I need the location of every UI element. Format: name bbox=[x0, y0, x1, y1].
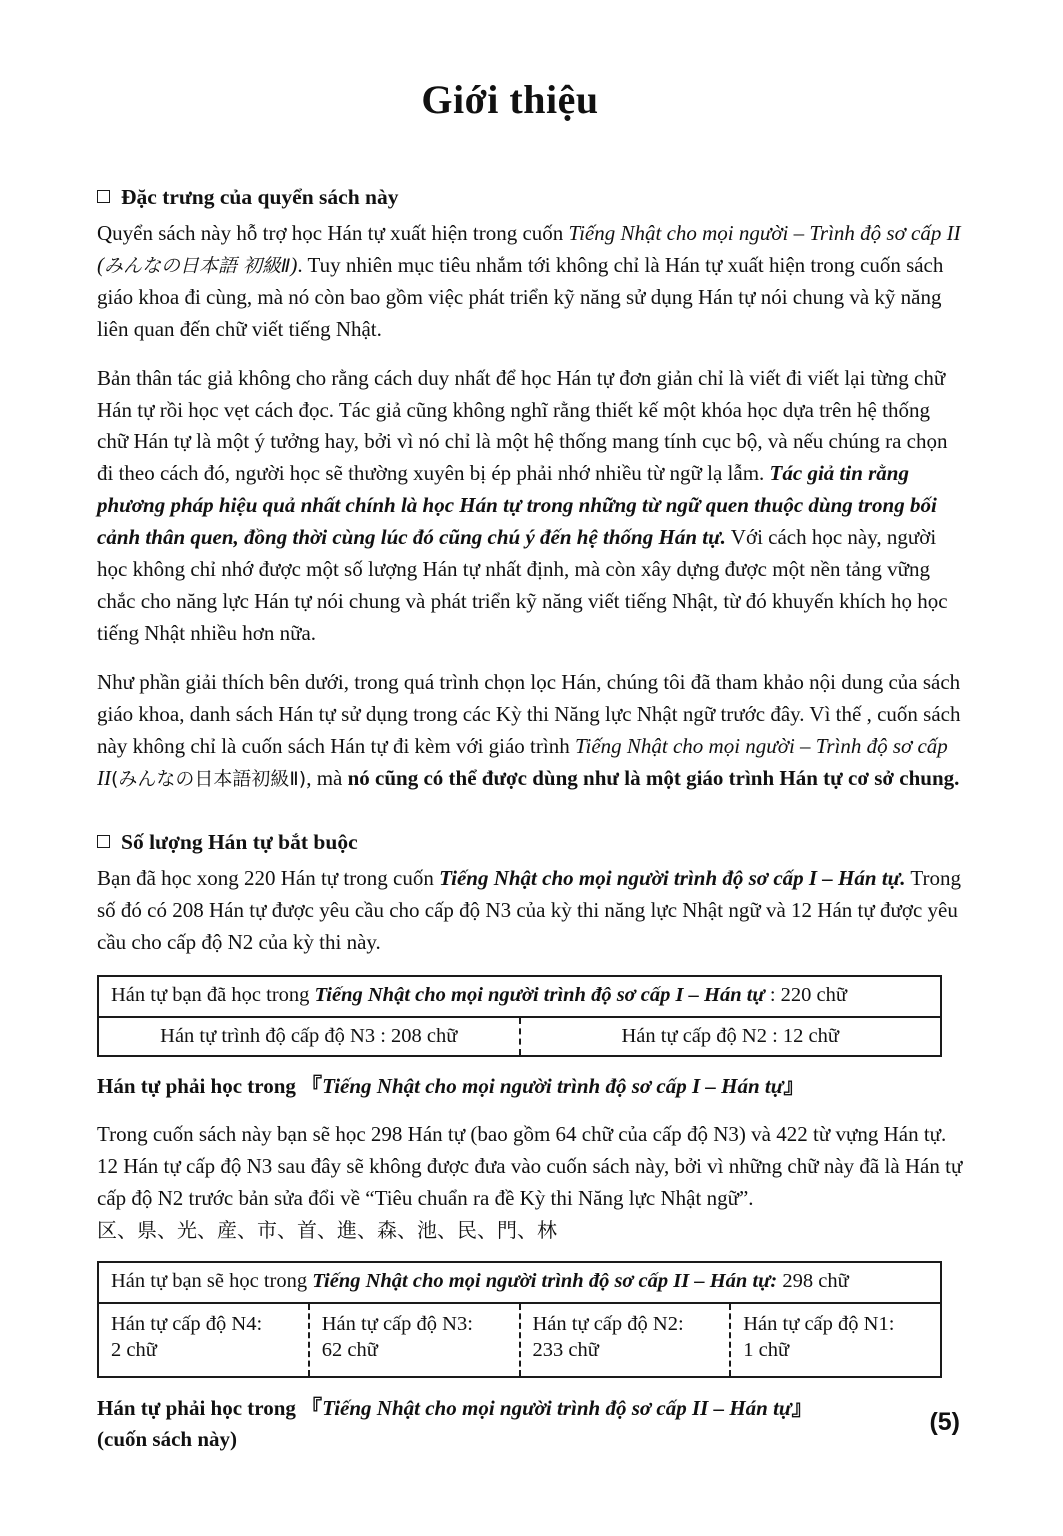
text-run: Hán tự bạn sẽ học trong bbox=[111, 1270, 313, 1293]
kanji-exclusion-list: 区、県、光、産、市、首、進、森、池、民、門、林 bbox=[97, 1218, 557, 1243]
text-run: Hán tự phải học trong 『 bbox=[97, 1073, 323, 1098]
text-run-bold: nó cũng có thể được dùng như là một giáo trình Hán tự cơ sở chung. bbox=[347, 765, 960, 790]
table-cell-label: Hán tự cấp độ N2: bbox=[532, 1312, 684, 1335]
section-heading-required-count bbox=[97, 830, 963, 855]
table-row bbox=[99, 1304, 940, 1376]
table-cell-label: Hán tự cấp độ N1: bbox=[743, 1312, 895, 1335]
table-row bbox=[99, 1018, 940, 1055]
text-run: Quyển sách này hỗ trợ học Hán tự xuất hiện trong cuốn bbox=[97, 221, 569, 245]
text-run: Với cách học này, người học không chỉ nhớ được một số lượng Hán tự nhất định, mà còn xây dựng được một nền tảng vững chắc cho năng lực Hán tự nói chung và phát triển kỹ năng viết tiếng Nhật, từ đó khuyến khích họ học tiếng Nhật nhiều hơn nữa. bbox=[97, 525, 948, 645]
paragraph-count-1 bbox=[97, 863, 963, 959]
table-caption-1 bbox=[97, 1071, 963, 1103]
text-run: 』 bbox=[783, 1073, 805, 1098]
table-cell-n1 bbox=[729, 1304, 940, 1376]
paragraph-intro-1 bbox=[97, 218, 963, 346]
section-heading-label: Đặc trưng của quyển sách này bbox=[121, 185, 399, 209]
table-kanji-book-1 bbox=[97, 975, 942, 1057]
table-cell-n3: Hán tự trình độ cấp độ N3 : 208 chữ bbox=[160, 1024, 458, 1047]
page-number: (5) bbox=[929, 1408, 960, 1436]
table-cell-n3 bbox=[308, 1304, 519, 1376]
table-caption-2 bbox=[97, 1393, 963, 1456]
table-header-row bbox=[99, 1263, 940, 1304]
text-run-italic: ) bbox=[290, 252, 298, 277]
text-run-bold-italic: Tiếng Nhật cho mọi người trình độ sơ cấp II – Hán tự bbox=[322, 1395, 792, 1420]
section-heading-features bbox=[97, 185, 963, 210]
text-run: , mà bbox=[306, 765, 348, 790]
paragraph-count-2: Trong cuốn sách này bạn sẽ học 298 Hán tự (bao gồm 64 chữ của cấp độ N3) và 422 từ vựng Hán tự. 12 Hán tự cấp độ N3 sau đây sẽ không được đưa vào cuốn sách này, bởi vì những chữ này đã là Hán tự cấp độ N2 trước bản sửa đổi về “Tiêu chuẩn ra đề Kỳ thi Năng lực Nhật ngữ”. bbox=[97, 1122, 963, 1211]
table-cell-value: 233 chữ bbox=[532, 1339, 599, 1362]
text-run-bold-italic: Tiếng Nhật cho mọi người trình độ sơ cấp I – Hán tự bbox=[322, 1073, 784, 1098]
table-cell-n2: Hán tự cấp độ N2 : 12 chữ bbox=[519, 1018, 941, 1055]
text-run: 』 bbox=[791, 1395, 813, 1420]
text-run-japanese: (みんなの日本語初級Ⅱ) bbox=[111, 767, 307, 790]
text-run: 298 chữ bbox=[777, 1270, 849, 1293]
page-title: Giới thiệu bbox=[421, 77, 599, 122]
section-heading-label: Số lượng Hán tự bắt buộc bbox=[121, 830, 358, 855]
table-cell-value: 2 chữ bbox=[111, 1339, 157, 1362]
text-run: Hán tự phải học trong 『 bbox=[97, 1395, 323, 1420]
table-header-row bbox=[99, 977, 940, 1018]
text-run-italic: Tiếng Nhật cho mọi người – Trình độ sơ cấp II ( bbox=[97, 221, 961, 277]
text-run: Trong số đó có 208 Hán tự được yêu cầu cho cấp độ N3 của kỳ thi năng lực Nhật ngữ và 12 Hán tự được yêu cầu cho cấp độ N2 của kỳ thi này. bbox=[97, 866, 961, 955]
open-square-icon bbox=[97, 835, 110, 848]
text-run-italic: Tiếng Nhật cho mọi người – Trình độ sơ cấp II bbox=[97, 733, 948, 790]
page-content bbox=[97, 0, 963, 1456]
text-run: Hán tự bạn đã học trong bbox=[111, 984, 315, 1007]
text-run-japanese: みんなの日本語 初級Ⅱ bbox=[104, 254, 291, 277]
table-cell-value: 62 chữ bbox=[321, 1339, 378, 1362]
table-kanji-book-2 bbox=[97, 1261, 942, 1378]
text-run-bold-italic: Tiếng Nhật cho mọi người trình độ sơ cấp II – Hán tự: bbox=[312, 1270, 778, 1293]
text-run: Như phần giải thích bên dưới, trong quá trình chọn lọc Hán, chúng tôi đã tham khảo nội dung của sách giáo khoa, danh sách Hán tự sử dụng trong các Kỳ thi Năng lực Nhật ngữ trước đây. Vì thế , cuốn sách này không chỉ là cuốn sách Hán tự đi kèm với giáo trình bbox=[97, 669, 961, 758]
text-run: Bạn đã học xong 220 Hán tự trong cuốn bbox=[97, 866, 440, 891]
paragraph-intro-2 bbox=[97, 363, 963, 650]
table-cell-n4 bbox=[99, 1304, 308, 1376]
text-run: Bản thân tác giả không cho rằng cách duy nhất để học Hán tự đơn giản chỉ là viết đi viết lại từng chữ Hán tự rồi học vẹt cách đọc. Tác giả cũng không nghĩ rằng thiết kế một khóa học dựa trên hệ thống chữ Hán tự là một ý tưởng hay, bởi vì nó chỉ là một hệ thống mang tính cục bộ, và nếu chúng ra chọn đi theo cách đó, người học sẽ thường xuyên bị ép phải nhớ nhiều từ ngữ lạ lẫm. bbox=[97, 365, 948, 486]
paragraph-intro-3 bbox=[97, 667, 963, 795]
text-run-bold-italic: Tiếng Nhật cho mọi người trình độ sơ cấp I – Hán tự bbox=[314, 984, 765, 1007]
table-cell-n2 bbox=[519, 1304, 730, 1376]
text-run-bold-italic: Tiếng Nhật cho mọi người trình độ sơ cấp I – Hán tự. bbox=[439, 866, 906, 891]
text-run: (cuốn sách này) bbox=[97, 1427, 238, 1452]
table-cell-label: Hán tự cấp độ N3: bbox=[321, 1312, 473, 1335]
table-cell-value: 1 chữ bbox=[743, 1339, 790, 1362]
open-square-icon bbox=[97, 190, 110, 203]
text-run: : 220 chữ bbox=[764, 984, 847, 1007]
text-run-bold-italic: Tác giả tin rằng phương pháp hiệu quả nhất chính là học Hán tự trong những từ ngữ quen thuộc dùng trong bối cảnh thân quen, đồng thời cùng lúc đó cũng chú ý đến hệ thống Hán tự. bbox=[97, 461, 937, 550]
text-run: . Tuy nhiên mục tiêu nhắm tới không chỉ là Hán tự xuất hiện trong cuốn sách giáo khoa đi cùng, mà nó còn bao gồm việc phát triển kỹ năng sử dụng Hán tự nói chung và kỹ năng liên quan đến chữ viết tiếng Nhật. bbox=[97, 252, 944, 341]
table-cell-label: Hán tự cấp độ N4: bbox=[111, 1312, 263, 1335]
